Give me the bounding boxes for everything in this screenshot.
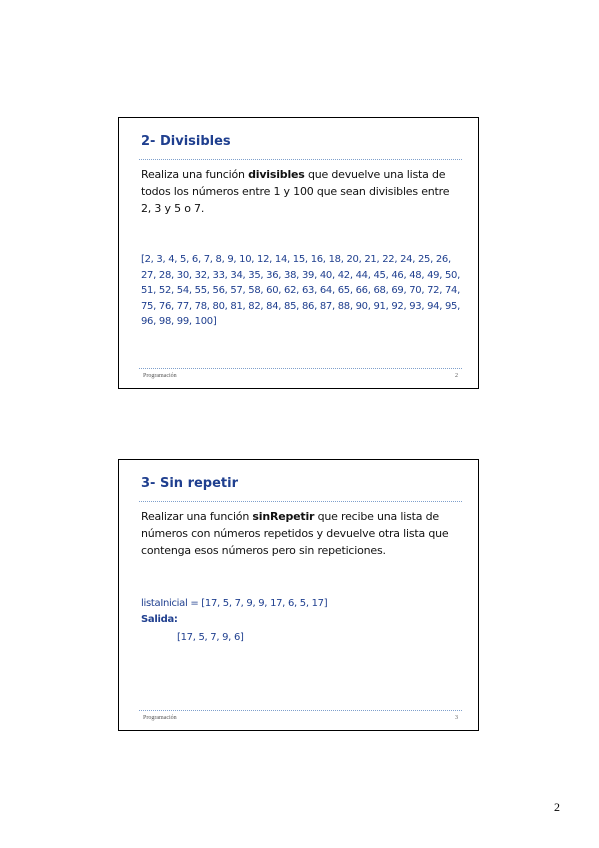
footer-divider [139, 710, 462, 711]
footer-slide-number: 3 [455, 715, 458, 721]
description-text: Realiza una función [141, 168, 249, 181]
output-label: Salida: [141, 613, 178, 625]
title-divider [139, 159, 462, 160]
exercise-description [141, 508, 462, 559]
slide-title: 3- Sin repetir [141, 476, 238, 491]
page-number: 2 [554, 800, 560, 814]
title-divider [139, 501, 462, 502]
function-name: sinRepetir [252, 510, 315, 523]
footer-slide-number: 2 [455, 373, 458, 379]
input-line: listaInicial = [17, 5, 7, 9, 9, 17, 6, 5, 17] [141, 598, 328, 609]
exercise-description [141, 166, 462, 217]
slide-divisibles [118, 117, 479, 389]
footer-divider [139, 368, 462, 369]
description-text: Realizar una función [141, 510, 253, 523]
example-block [141, 596, 464, 646]
function-name: divisibles [248, 168, 305, 181]
output-value: [17, 5, 7, 9, 6] [177, 632, 244, 643]
slide-sin-repetir [118, 459, 479, 731]
slide-title: 2- Divisibles [141, 134, 231, 149]
result-list: [2, 3, 4, 5, 6, 7, 8, 9, 10, 12, 14, 15, 16, 18, 20, 21, 22, 24, 25, 26, 27, 28, 30, 32, 33, 34, 35, 36, 38, 39, 40, 42, 44, 45, 46, 48, 49, 50, 51, 52, 54, 55, 56, 57, 58, 60, 62, 63, 64, 65, 66, 68, 69, 70, 72, 74, 75, 76, 77, 78, 80, 81, 82, 84, 85, 86, 87, 88, 90, 91, 92, 93, 94, 95, 96, 98, 99, 100] [141, 254, 460, 327]
footer-course: Programación [143, 715, 177, 721]
description-text: que recibe una lista de números con números repetidos y devuelve otra lista que contenga esos números pero sin repeticiones. [141, 510, 449, 557]
description-text: que devuelve una lista de todos los números entre 1 y 100 que sean divisibles entre 2, 3 y 5 o 7. [141, 168, 450, 215]
footer-course: Programación [143, 373, 177, 379]
